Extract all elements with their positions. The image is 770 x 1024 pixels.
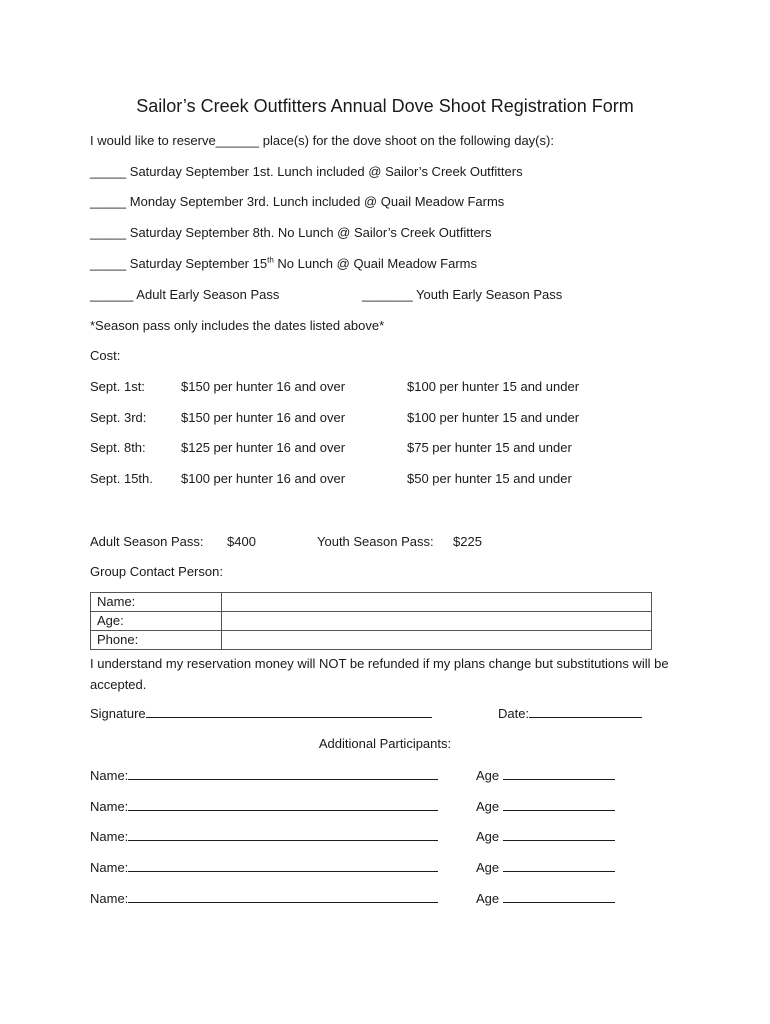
- signature-label: Signature: [90, 706, 146, 721]
- participant-age-field[interactable]: [503, 828, 615, 841]
- youth-season-pass-price: $225: [453, 534, 482, 549]
- season-pass-note: *Season pass only includes the dates listed above*: [90, 318, 385, 333]
- adult-season-pass-label: Adult Season Pass:: [90, 534, 204, 549]
- cost-adult: $150 per hunter 16 and over: [181, 379, 346, 394]
- additional-participants-label: Additional Participants:: [318, 736, 452, 751]
- adult-pass-label: Adult Early Season Pass: [136, 287, 280, 302]
- contact-row-age: [91, 612, 652, 631]
- day-blank[interactable]: _____: [90, 256, 127, 271]
- contact-name-label: Name:: [91, 593, 222, 612]
- day-blank[interactable]: _____: [90, 164, 127, 179]
- cost-date: Sept. 1st:: [90, 379, 145, 394]
- participant-age-label: Age: [476, 799, 500, 814]
- cost-date: Sept. 3rd:: [90, 410, 147, 425]
- participant-age-label: Age: [476, 891, 500, 906]
- youth-pass-label: Youth Early Season Pass: [416, 287, 563, 302]
- participant-name-line: [90, 859, 438, 876]
- youth-season-pass-label: Youth Season Pass:: [317, 534, 434, 549]
- day-blank[interactable]: _____: [90, 225, 127, 240]
- day-option-sept-15: [90, 256, 477, 272]
- cost-adult: $125 per hunter 16 and over: [181, 440, 346, 455]
- contact-age-label: Age:: [91, 612, 222, 631]
- day-blank[interactable]: _____: [90, 194, 127, 209]
- day-label: Monday September 3rd. Lunch included @ Quail Meadow Farms: [129, 194, 505, 209]
- contact-row-name: [91, 593, 652, 612]
- participant-name-line: [90, 828, 438, 845]
- participant-age-label: Age: [476, 860, 500, 875]
- participant-name-field[interactable]: [128, 828, 438, 841]
- adult-pass-blank[interactable]: ______: [90, 287, 134, 302]
- day-label-pre: Saturday September 15: [129, 256, 268, 271]
- participant-name-label: Name:: [90, 768, 129, 783]
- participant-name-line: [90, 890, 438, 907]
- form-title: Sailor’s Creek Outfitters Annual Dove Shoot Registration Form: [136, 96, 634, 116]
- participant-name-line: [90, 798, 438, 815]
- reserve-places-blank[interactable]: ______: [215, 133, 260, 148]
- participant-name-field[interactable]: [128, 890, 438, 903]
- participant-age-line: [476, 890, 615, 907]
- participant-name-field[interactable]: [128, 767, 438, 780]
- cost-youth: $50 per hunter 15 and under: [407, 471, 572, 486]
- participant-age-line: [476, 798, 615, 815]
- reserve-text-before: I would like to reserve: [90, 133, 216, 148]
- youth-pass-blank[interactable]: _______: [362, 287, 413, 302]
- refund-notice: I understand my reservation money will NOT be refunded if my plans change but substitutions will be accepted.: [90, 656, 669, 692]
- participant-age-label: Age: [476, 829, 500, 844]
- cost-adult: $100 per hunter 16 and over: [181, 471, 346, 486]
- day-option-sept-1: [90, 164, 523, 180]
- cost-date: Sept. 15th.: [90, 471, 153, 486]
- group-contact-label: Group Contact Person:: [90, 564, 223, 579]
- participant-age-field[interactable]: [503, 798, 615, 811]
- participant-age-label: Age: [476, 768, 500, 783]
- participant-age-field[interactable]: [503, 859, 615, 872]
- cost-youth: $75 per hunter 15 and under: [407, 440, 572, 455]
- day-label: Saturday September 8th. No Lunch @ Sailor’s Creek Outfitters: [129, 225, 492, 240]
- contact-row-phone: [91, 631, 652, 650]
- contact-phone-field[interactable]: [222, 631, 652, 650]
- participant-name-label: Name:: [90, 891, 129, 906]
- participant-age-line: [476, 828, 615, 845]
- day-label: Saturday September 1st. Lunch included @ Sailor’s Creek Outfitters: [129, 164, 523, 179]
- cost-youth: $100 per hunter 15 and under: [407, 379, 580, 394]
- participant-age-line: [476, 767, 615, 784]
- day-label-sup: th: [267, 255, 274, 265]
- youth-early-pass-option: [362, 287, 562, 303]
- participant-name-field[interactable]: [128, 859, 438, 872]
- participant-name-label: Name:: [90, 799, 129, 814]
- contact-age-field[interactable]: [222, 612, 652, 631]
- group-contact-table: [90, 592, 652, 650]
- contact-name-field[interactable]: [222, 593, 652, 612]
- signature-line: [90, 705, 432, 722]
- adult-season-pass-price: $400: [227, 534, 256, 549]
- reserve-line: [90, 133, 554, 149]
- day-option-sept-3: [90, 194, 504, 210]
- adult-early-pass-option: [90, 287, 279, 303]
- day-label: [130, 256, 477, 271]
- participant-name-field[interactable]: [128, 798, 438, 811]
- signature-field[interactable]: [146, 705, 432, 718]
- participant-name-label: Name:: [90, 860, 129, 875]
- date-label: Date:: [498, 706, 530, 721]
- participant-age-field[interactable]: [503, 767, 615, 780]
- cost-youth: $100 per hunter 15 and under: [407, 410, 580, 425]
- day-label-post: No Lunch @ Quail Meadow Farms: [273, 256, 477, 271]
- reserve-text-after: place(s) for the dove shoot on the following day(s):: [259, 133, 554, 148]
- cost-label: Cost:: [90, 348, 121, 363]
- participant-name-label: Name:: [90, 829, 129, 844]
- participant-name-line: [90, 767, 438, 784]
- day-option-sept-8: [90, 225, 492, 241]
- cost-adult: $150 per hunter 16 and over: [181, 410, 346, 425]
- cost-date: Sept. 8th:: [90, 440, 146, 455]
- participant-age-line: [476, 859, 615, 876]
- participant-age-field[interactable]: [503, 890, 615, 903]
- contact-phone-label: Phone:: [91, 631, 222, 650]
- date-line: [498, 705, 642, 722]
- date-field[interactable]: [529, 705, 642, 718]
